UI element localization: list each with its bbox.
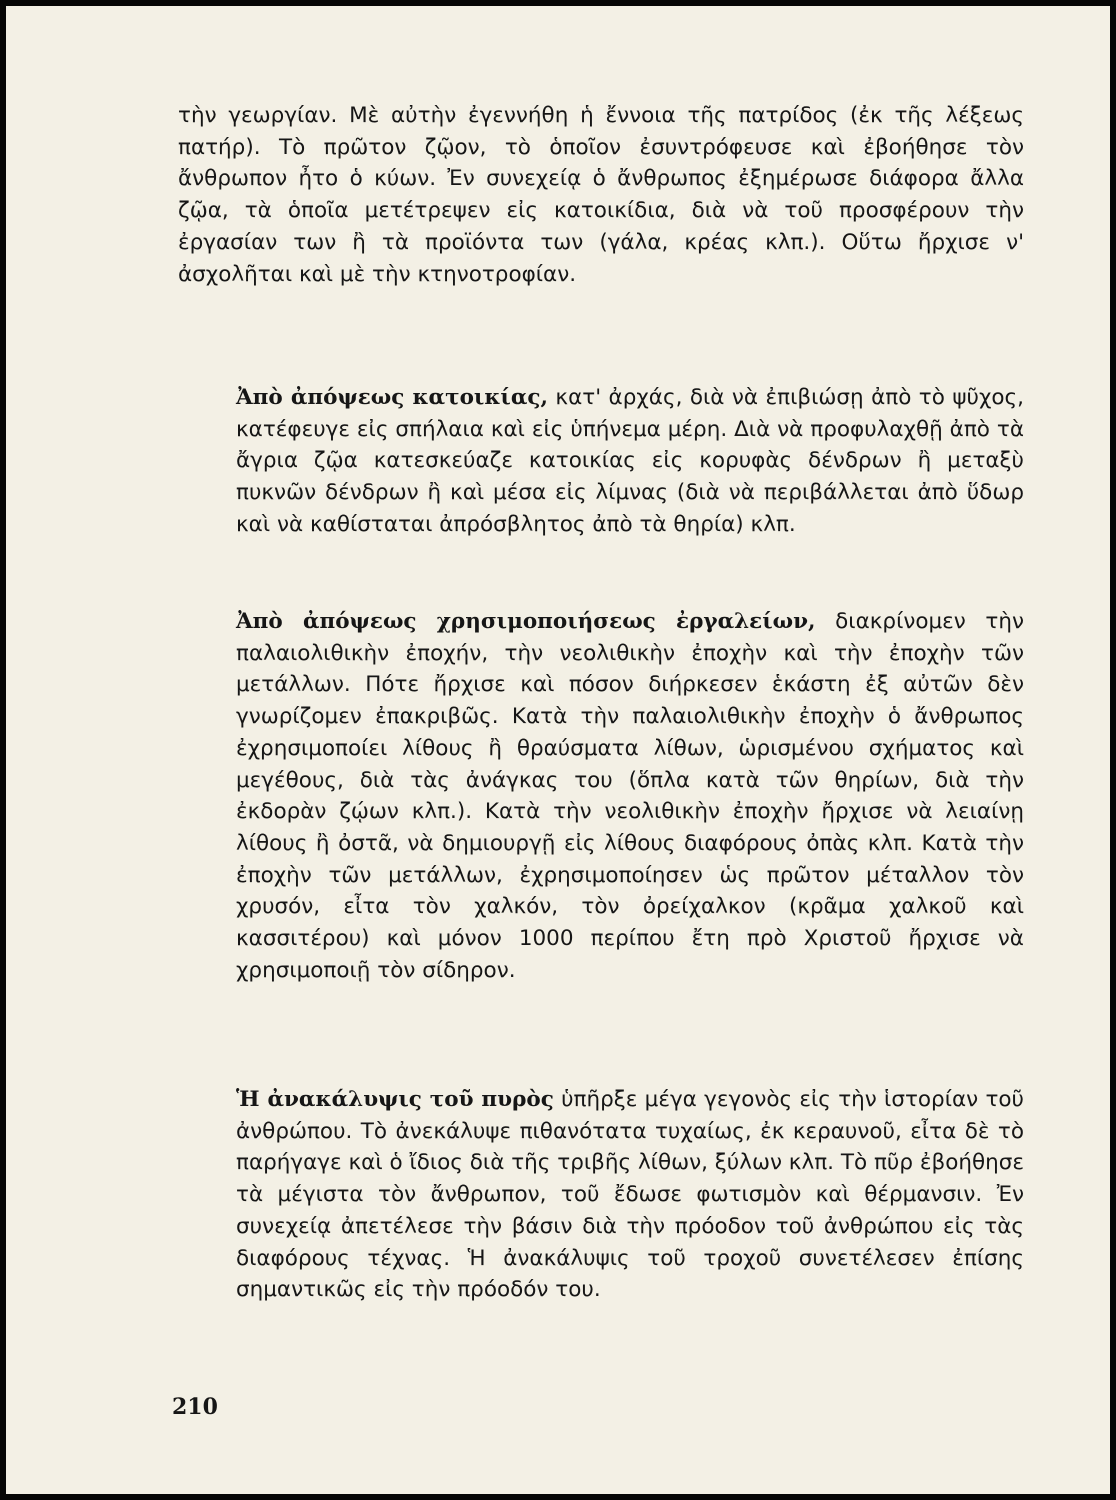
paragraph-fire (178, 1084, 1024, 1306)
paragraph-text: διακρίνομεν τὴν παλαιολιθικὴν ἐποχήν, τὴν νεολιθικὴν ἐποχὴν καὶ τὴν ἐποχὴν τῶν μετάλλων. Πότε ἤρχισε καὶ πόσον διήρκεσεν ἑκάστη ἐξ αὐτῶν δὲν γνωρίζομεν ἐπακριβῶς. Κατὰ τὴν παλαιολιθικὴν ἐποχὴν ὁ ἄνθρωπος ἐχρησιμοποίει λίθους ἢ θραύσματα λίθων, ὡρισμένου σχήματος καὶ μεγέθους, διὰ τὰς ἀνάγκας του (ὅπλα κατὰ τῶν θηρίων, διὰ τὴν ἐκδορὰν ζῴων κλπ.). Κατὰ τὴν νεολιθικὴν ἐποχὴν ἤρχισε νὰ λειαίνῃ λίθους ἢ ὀστᾶ, νὰ δημιουργῇ εἰς λίθους διαφόρους ὀπὰς κλπ. Κατὰ τὴν ἐποχὴν τῶν μετάλλων, ἐχρησιμοποίησεν ὡς πρῶτον μέταλλον τὸν χρυσόν, εἶτα τὸν χαλκόν, τὸν ὀρείχαλκον (κρᾶμα χαλκοῦ καὶ κασσιτέρου) καὶ μόνον 1000 περίπου ἔτη πρὸ Χριστοῦ ἤρχισε νὰ χρησιμοποιῇ τὸν σίδηρον. (236, 609, 1024, 983)
paragraph-text: ὑπῆρξε μέγα γεγονὸς εἰς τὴν ἱστορίαν τοῦ ἀνθρώπου. Τὸ ἀνεκάλυψε πιθανότατα τυχαίως, ἐκ κεραυνοῦ, εἶτα δὲ τὸ παρήγαγε καὶ ὁ ἴδιος διὰ τῆς τριβῆς λίθων, ξύλων κλπ. Τὸ πῦρ ἐβοήθησε τὰ μέγιστα τὸν ἄνθρωπον, τοῦ ἔδωσε φωτισμὸν καὶ θέρμανσιν. Ἐν συνεχείᾳ ἀπετέλεσε τὴν βάσιν διὰ τὴν πρόοδον τοῦ ἀνθρώπου εἰς τὰς διαφόρους τέχνας. Ἡ ἀνακάλυψις τοῦ τροχοῦ συνετέλεσεν ἐπίσης σημαντικῶς εἰς τὴν πρόοδόν του. (236, 1087, 1024, 1303)
paragraph-dwelling (178, 382, 1024, 541)
paragraph-lead-heading: Ἡ ἀνακάλυψις τοῦ πυρὸς (236, 1087, 554, 1112)
paragraph-lead-heading: Ἀπὸ ἀπόψεως κατοικίας, (236, 385, 548, 410)
paragraph-lead-heading: Ἀπὸ ἀπόψεως χρησιμοποιήσεως ἐργαλείων, (236, 609, 816, 634)
paragraph-agriculture (178, 100, 1024, 290)
paragraph-text: τὴν γεωργίαν. Μὲ αὐτὴν ἐγεννήθη ἡ ἔννοια τῆς πατρίδος (ἐκ τῆς λέξεως πατήρ). Τὸ πρῶτον ζῷον, τὸ ὁποῖον ἐσυντρόφευσε καὶ ἐβοήθησε τὸν ἄνθρωπον ἦτο ὁ κύων. Ἐν συνεχείᾳ ὁ ἄνθρωπος ἐξημέρωσε διάφορα ἄλλα ζῷα, τὰ ὁποῖα μετέτρεψεν εἰς κατοικίδια, διὰ νὰ τοῦ προσφέρουν τὴν ἐργασίαν των ἢ τὰ προϊόντα των (γάλα, κρέας κλπ.). Οὕτω ἤρχισε ν' ἀσχολῆται καὶ μὲ τὴν κτηνοτροφίαν. (178, 103, 1024, 287)
paragraph-tools (178, 606, 1024, 986)
paragraph-text: κατ' ἀρχάς, διὰ νὰ ἐπιβιώσῃ ἀπὸ τὸ ψῦχος, κατέφευγε εἰς σπήλαια καὶ εἰς ὑπήνεμα μέρη. Διὰ νὰ προφυλαχθῇ ἀπὸ τὰ ἄγρια ζῷα κατεσκεύαζε κατοικίας εἰς κορυφὰς δένδρων ἢ μεταξὺ πυκνῶν δένδρων ἢ καὶ μέσα εἰς λίμνας (διὰ νὰ περιβάλλεται ἀπὸ ὕδωρ καὶ νὰ καθίσταται ἀπρόσβλητος ἀπὸ τὰ θηρία) κλπ. (236, 385, 1025, 537)
book-page (6, 6, 1110, 1494)
page-number: 210 (172, 1394, 218, 1420)
